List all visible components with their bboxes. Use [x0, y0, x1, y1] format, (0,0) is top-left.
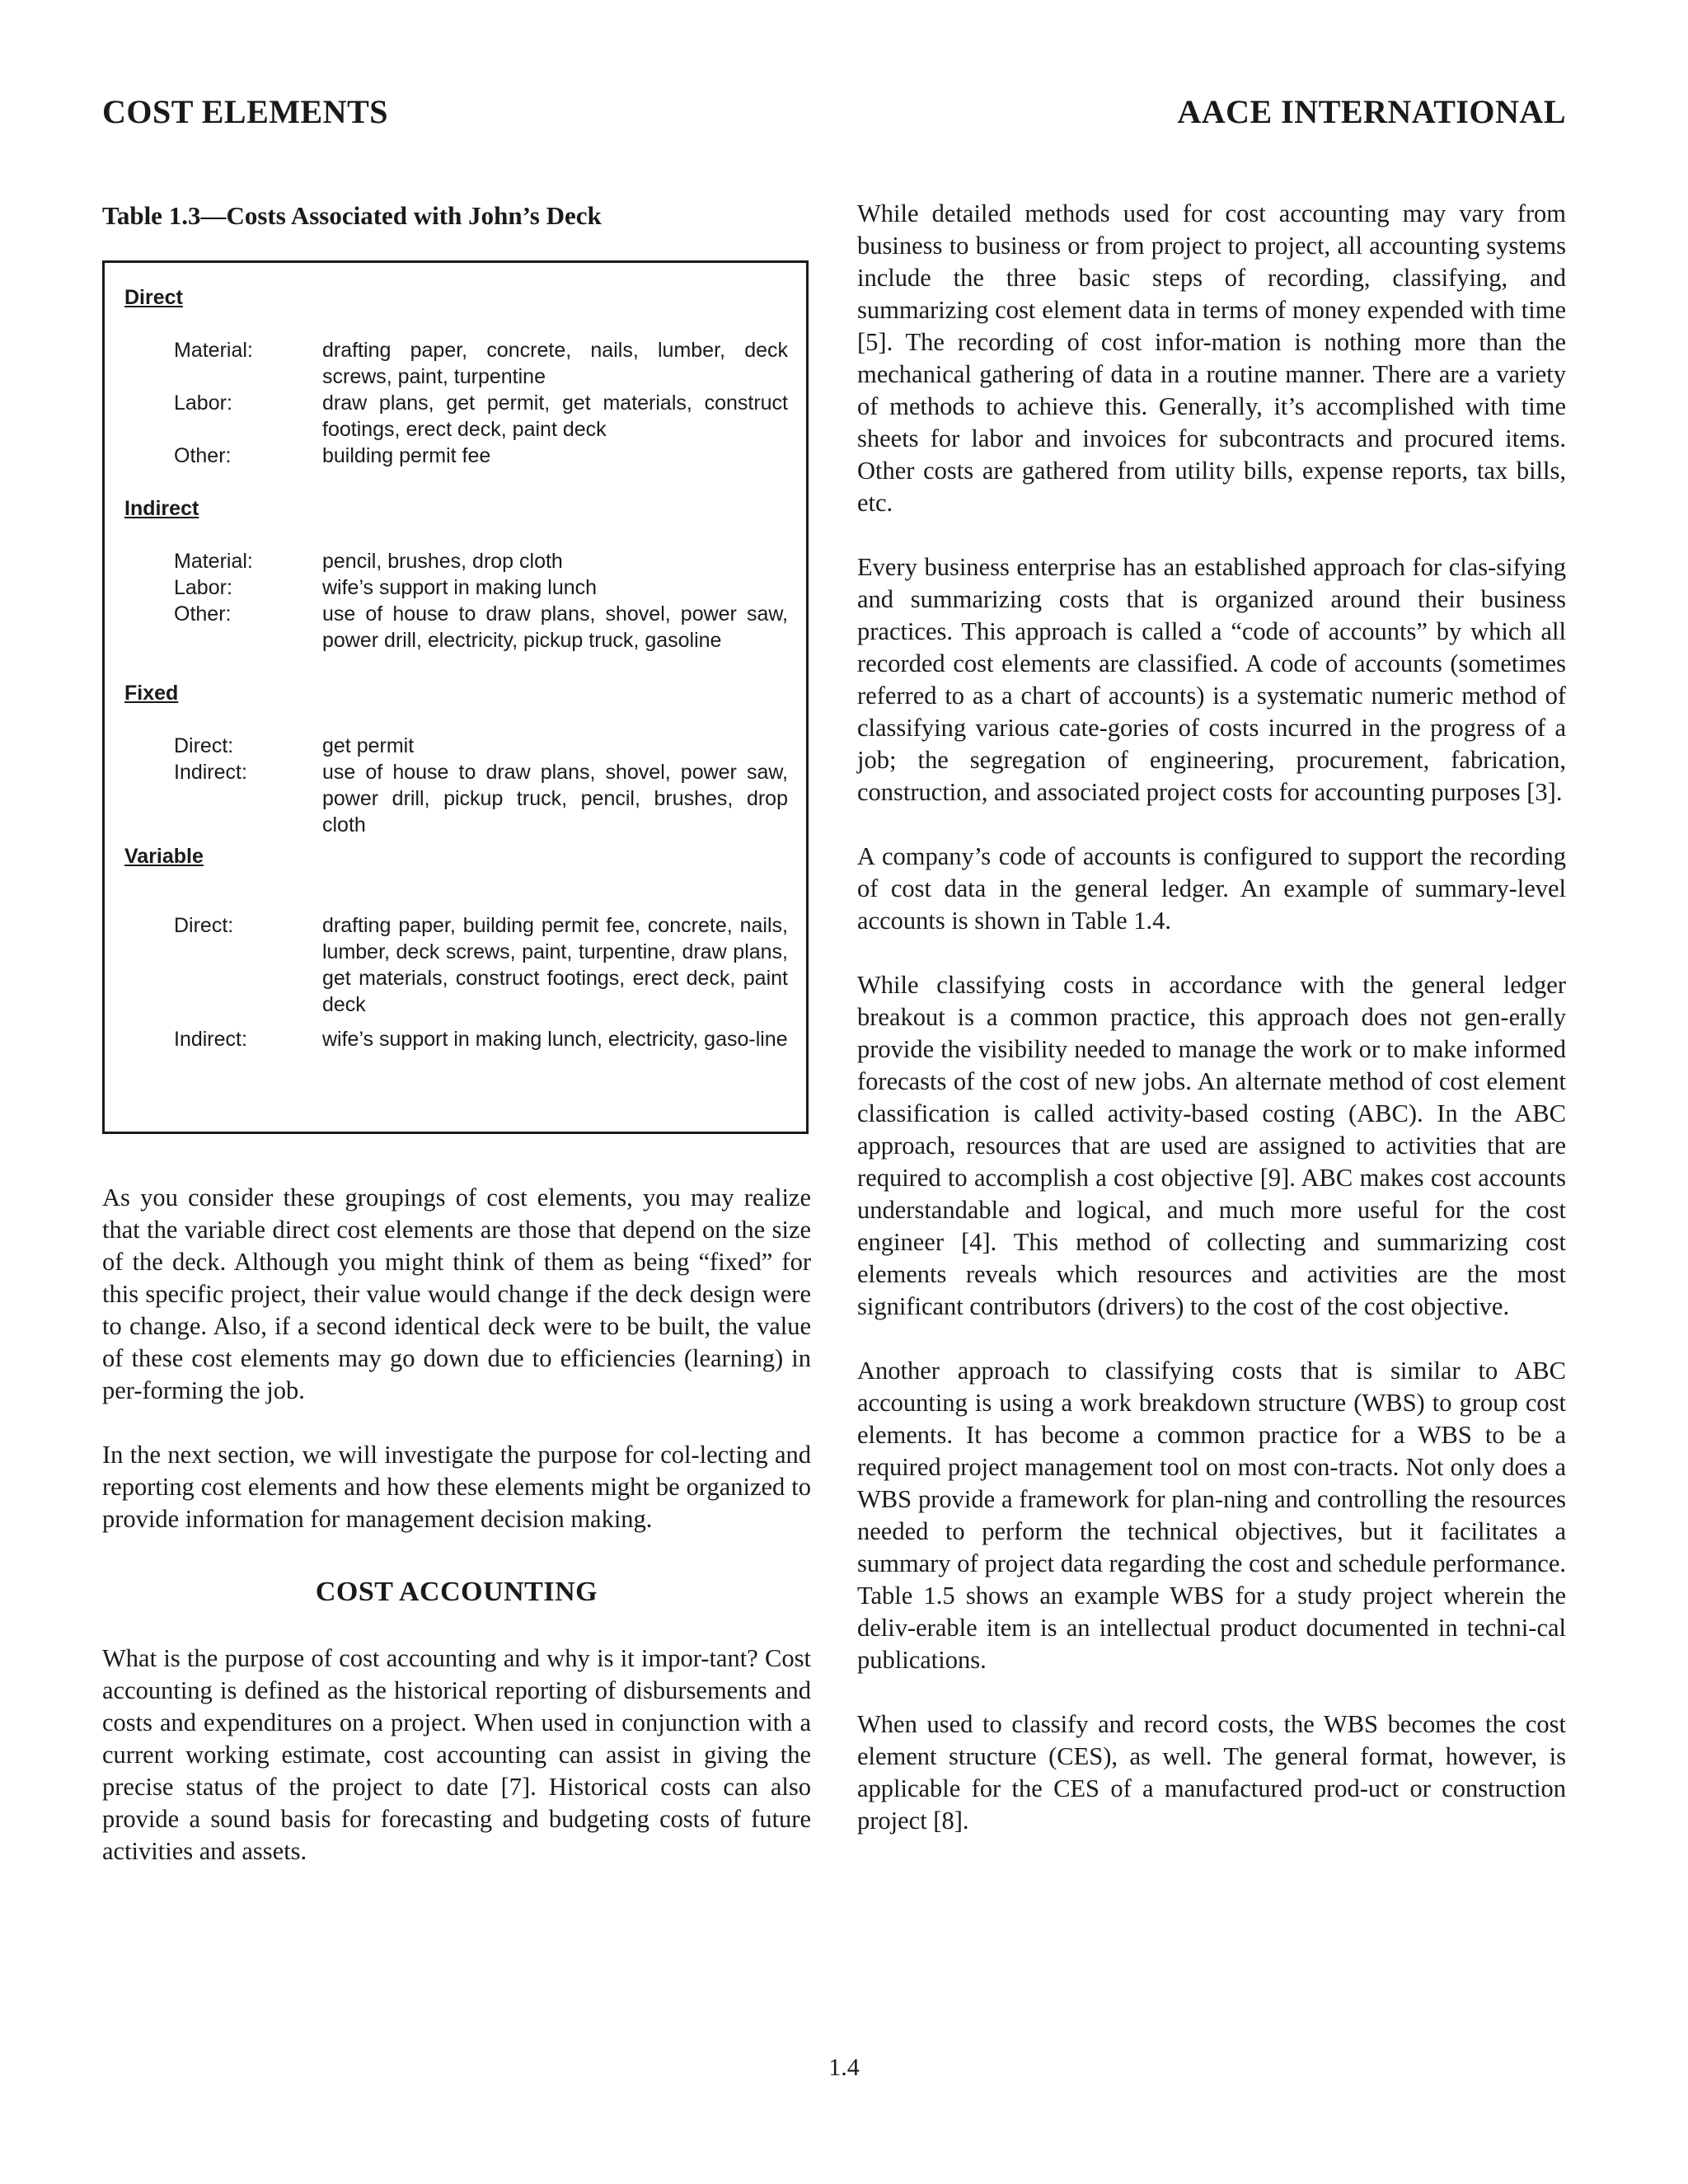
body-paragraph: Every business enterprise has an established approach for clas-sifying and summarizing costs that is organized around their business practices. This approach is called a “code of accounts” by which all recorded cost elements are classified. A code of accounts (sometimes referred to as a chart of accounts) is a systematic numeric method of classifying various cate-gories of costs incurred in the progress of a job; the segregation of engineering, procurement, fabrication, construction, and associated project costs for accounting purposes [3].: [857, 553, 1566, 806]
row-value: get permit: [322, 734, 415, 757]
group-variable: [124, 843, 788, 1052]
row-value: drafting paper, building permit fee, concrete, nails, lumber, deck screws, paint, turpentine, draw plans, get materials, construct footings, erect deck, paint deck: [322, 914, 788, 1016]
group-fixed: [124, 680, 788, 838]
row-label: Labor:: [174, 391, 232, 415]
group-title-variable: Variable: [124, 845, 204, 868]
table-row: [124, 337, 788, 390]
row-value: drafting paper, concrete, nails, lumber, deck screws, paint, turpentine: [322, 339, 788, 388]
row-label: Material:: [174, 339, 253, 362]
table-row: [124, 912, 788, 1018]
table-row: [124, 601, 788, 654]
body-paragraph: While classifying costs in accordance with the general ledger breakout is a common practice, this approach does not gen-erally provide the visibility needed to manage the work or to make informed forecasts of the cost of new jobs. An alternate method of cost element classification is called activity-based costing (ABC). In the ABC approach, resources that are used are assigned to activities that are required to accomplish a cost objective [9]. ABC makes cost accounts understandable and logical, and much more useful for the cost engineer [4]. This method of collecting and summarizing cost elements reveals which resources and activities are the most significant contributors (drivers) to the cost of the cost objective.: [857, 971, 1566, 1320]
page-number: 1.4: [828, 2054, 860, 2081]
running-header-right: AACE INTERNATIONAL: [1177, 93, 1566, 130]
table-row: [124, 733, 788, 759]
row-label: Indirect:: [174, 1028, 247, 1051]
row-value: wife’s support in making lunch, electricity, gaso-line: [322, 1028, 788, 1051]
table-row: [124, 1026, 788, 1052]
row-label: Indirect:: [174, 761, 247, 784]
row-label: Material:: [174, 550, 253, 573]
table-caption: Table 1.3—Costs Associated with John’s Deck: [102, 201, 602, 230]
group-direct: [124, 284, 788, 469]
table-row: [124, 443, 788, 469]
group-indirect: [124, 495, 788, 654]
group-title-fixed: Fixed: [124, 682, 179, 705]
left-column: [102, 198, 811, 1868]
table-row: [124, 574, 788, 601]
row-label: Other:: [174, 444, 232, 467]
body-paragraph: What is the purpose of cost accounting and why is it impor-tant? Cost accounting is defined as the historical reporting of disbursements and costs and expenditures on a project. When used in conjunction with a current working estimate, cost accounting can assist in giving the precise status of the project to date [7]. Historical costs can also provide a sound basis for forecasting and budgeting costs of future activities and assets.: [102, 1644, 811, 1865]
row-value: draw plans, get permit, get materials, construct footings, erect deck, paint deck: [322, 391, 788, 441]
table-row: [124, 759, 788, 838]
row-value: use of house to draw plans, shovel, power saw, power drill, electricity, pickup truck, gasoline: [322, 602, 788, 652]
group-title-indirect: Indirect: [124, 497, 199, 520]
running-header-left: COST ELEMENTS: [102, 93, 388, 130]
row-value: use of house to draw plans, shovel, power saw, power drill, pickup truck, pencil, brushes, drop cloth: [322, 761, 788, 837]
row-label: Direct:: [174, 734, 234, 757]
row-value: pencil, brushes, drop cloth: [322, 550, 563, 573]
table-row: [124, 390, 788, 443]
body-paragraph: As you consider these groupings of cost elements, you may realize that the variable direct cost elements are those that depend on the size of the deck. Although you might think of them as being “fixed” for this specific project, their value would change if the deck design were to change. Also, if a second identical deck were to be built, the value of these cost elements may go down due to efficiencies (learning) in per-forming the job.: [102, 1183, 811, 1404]
cost-table: [102, 260, 809, 1134]
row-label: Other:: [174, 602, 232, 626]
body-paragraph: While detailed methods used for cost accounting may vary from business to business or from project to project, all accounting systems include the three basic steps of recording, classifying, and summarizing cost element data in terms of money expended with time [5]. The recording of cost infor-mation is nothing more than the mechanical gathering of data in a routine manner. There are a variety of methods to achieve this. Generally, it’s accomplished with time sheets for labor and invoices for subcontracts and procured items. Other costs are gathered from utility bills, expense reports, tax bills, etc.: [857, 199, 1566, 517]
row-label: Direct:: [174, 914, 234, 937]
right-column: [857, 198, 1566, 1837]
section-heading: COST ACCOUNTING: [315, 1577, 598, 1607]
body-paragraph: A company’s code of accounts is configured to support the recording of cost data in the general ledger. An example of summary-level accounts is shown in Table 1.4.: [857, 842, 1566, 935]
row-value: building permit fee: [322, 444, 491, 467]
body-paragraph: Another approach to classifying costs that is similar to ABC accounting is using a work breakdown structure (WBS) to group cost elements. It has become a common practice for a WBS to be a required project management tool on most con-tracts. Not only does a WBS provide a framework for plan-ning and controlling the resources needed to perform the technical objectives, but it facilitates a summary of project data regarding the cost and schedule performance. Table 1.5 shows an example WBS for a study project wherein the deliv-erable item is an intellectual product documented in techni-cal publications.: [857, 1357, 1566, 1674]
body-paragraph: In the next section, we will investigate the purpose for col-lecting and reporting cost elements and how these elements might be organized to provide information for management decision making.: [102, 1441, 811, 1533]
row-label: Labor:: [174, 576, 232, 599]
body-paragraph: When used to classify and record costs, the WBS becomes the cost element structure (CES), as well. The general format, however, is applicable for the CES of a manufactured prod-uct or construction project [8].: [857, 1710, 1566, 1835]
group-title-direct: Direct: [124, 286, 183, 309]
table-row: [124, 548, 788, 574]
row-value: wife’s support in making lunch: [322, 576, 598, 599]
